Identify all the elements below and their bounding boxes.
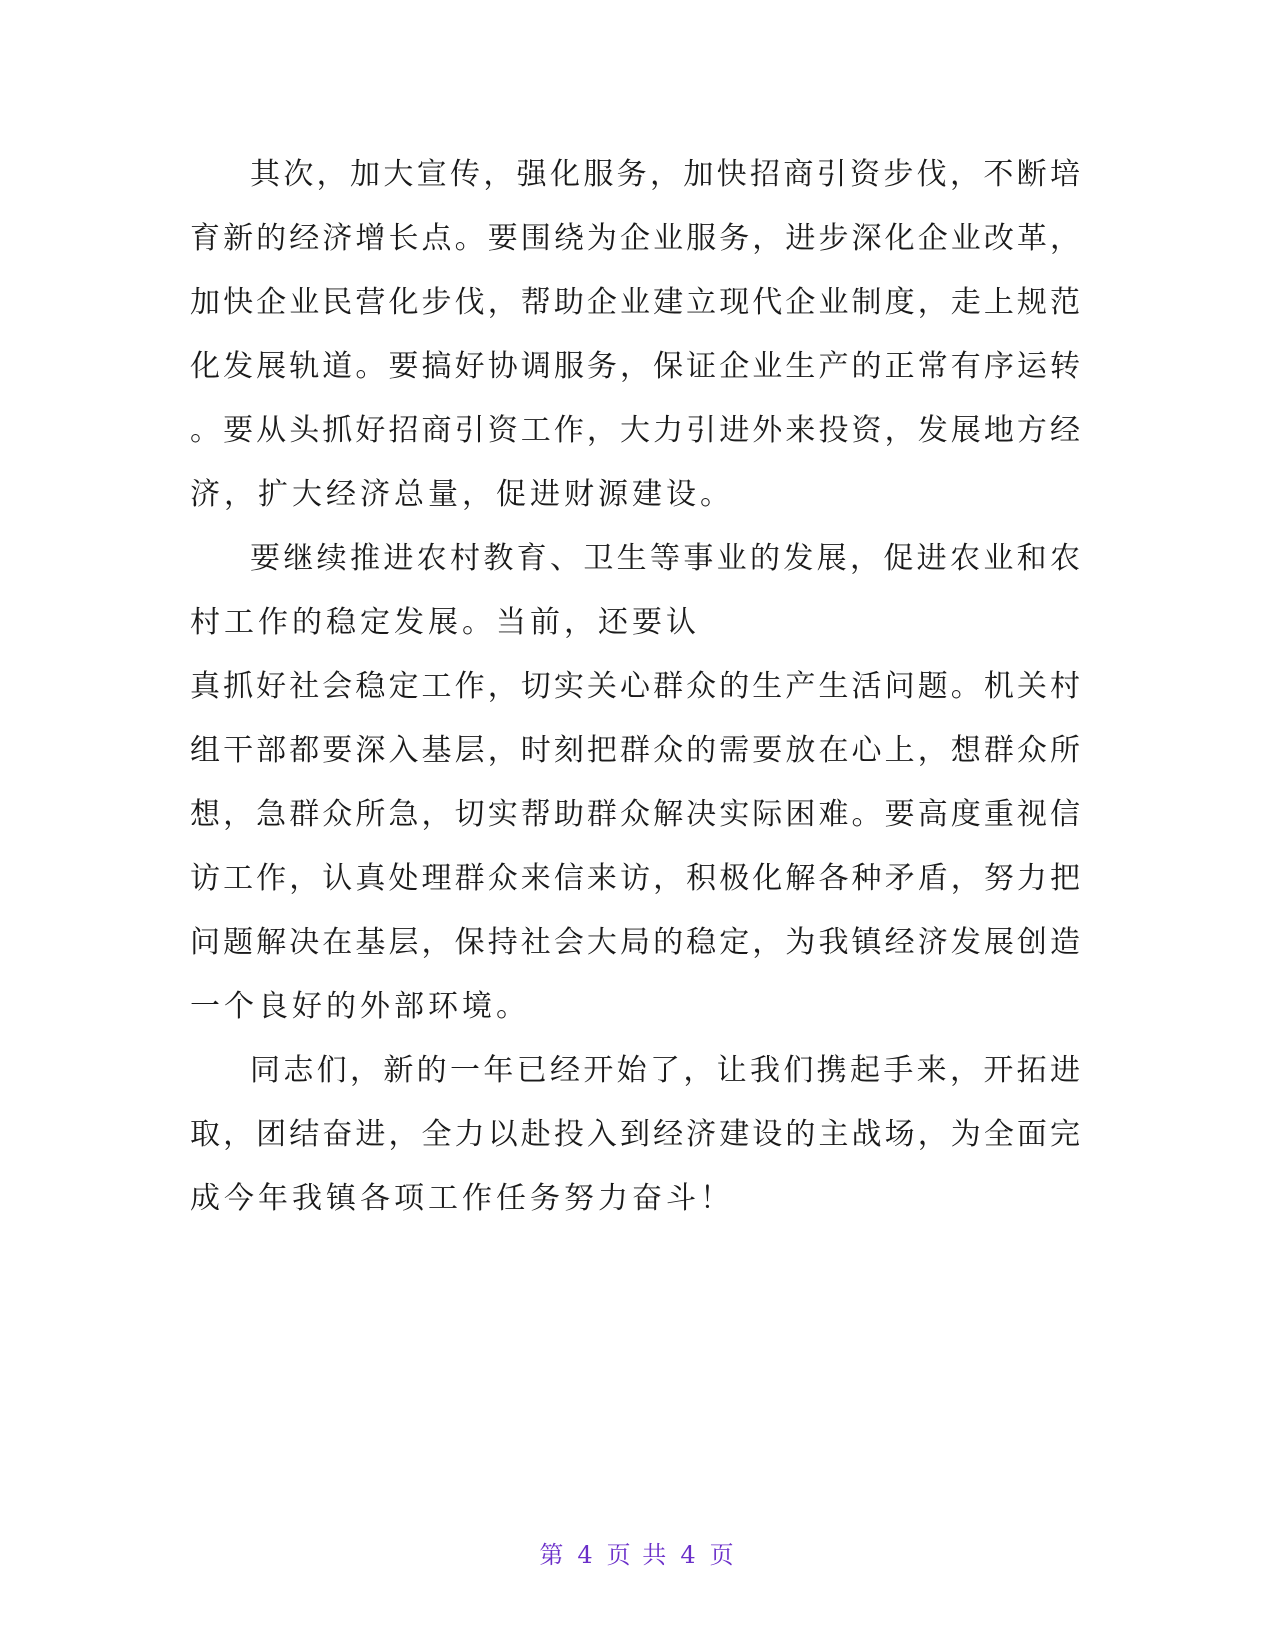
text-line: 访工作，认真处理群众来信来访，积极化解各种矛盾，努力把 [190,861,1080,896]
text-line: 要继续推进农村教育、卫生等事业的发展，促进农业和农 [250,541,1080,576]
text-line: 成今年我镇各项工作任务努力奋斗！ [190,1181,734,1216]
text-line: 一个良好的外部环境。 [190,989,530,1024]
text-line: 加快企业民营化步伐，帮助企业建立现代企业制度，走上规范 [190,285,1080,320]
footer-total-pages: 4 [680,1541,698,1569]
page-number-footer [0,1535,1275,1570]
text-line: 济，扩大经济总量，促进财源建设。 [190,477,734,512]
document-body [190,143,1080,1231]
text-line: 村工作的稳定发展。当前，还要认 [190,605,700,640]
text-line: 想，急群众所急，切实帮助群众解决实际困难。要高度重视信 [190,797,1080,832]
footer-suffix: 页 [709,1541,736,1569]
text-line: 问题解决在基层，保持社会大局的稳定，为我镇经济发展创造 [190,925,1080,960]
footer-current-page: 4 [577,1541,595,1569]
text-line: 真抓好社会稳定工作，切实关心群众的生产生活问题。机关村 [190,669,1080,704]
text-line: 同志们，新的一年已经开始了，让我们携起手来，开拓进 [250,1053,1080,1088]
text-line: 化发展轨道。要搞好协调服务，保证企业生产的正常有序运转 [190,349,1080,384]
text-line: 。要从头抓好招商引资工作，大力引进外来投资，发展地方经 [190,413,1080,448]
text-line: 其次，加大宣传，强化服务，加快招商引资步伐，不断培 [250,157,1080,192]
text-line: 育新的经济增长点。要围绕为企业服务，进步深化企业改革， [190,221,1080,256]
text-line: 取，团结奋进，全力以赴投入到经济建设的主战场，为全面完 [190,1117,1080,1152]
footer-middle: 页 共 [606,1541,669,1569]
text-line: 组干部都要深入基层，时刻把群众的需要放在心上，想群众所 [190,733,1080,768]
footer-prefix: 第 [539,1541,566,1569]
